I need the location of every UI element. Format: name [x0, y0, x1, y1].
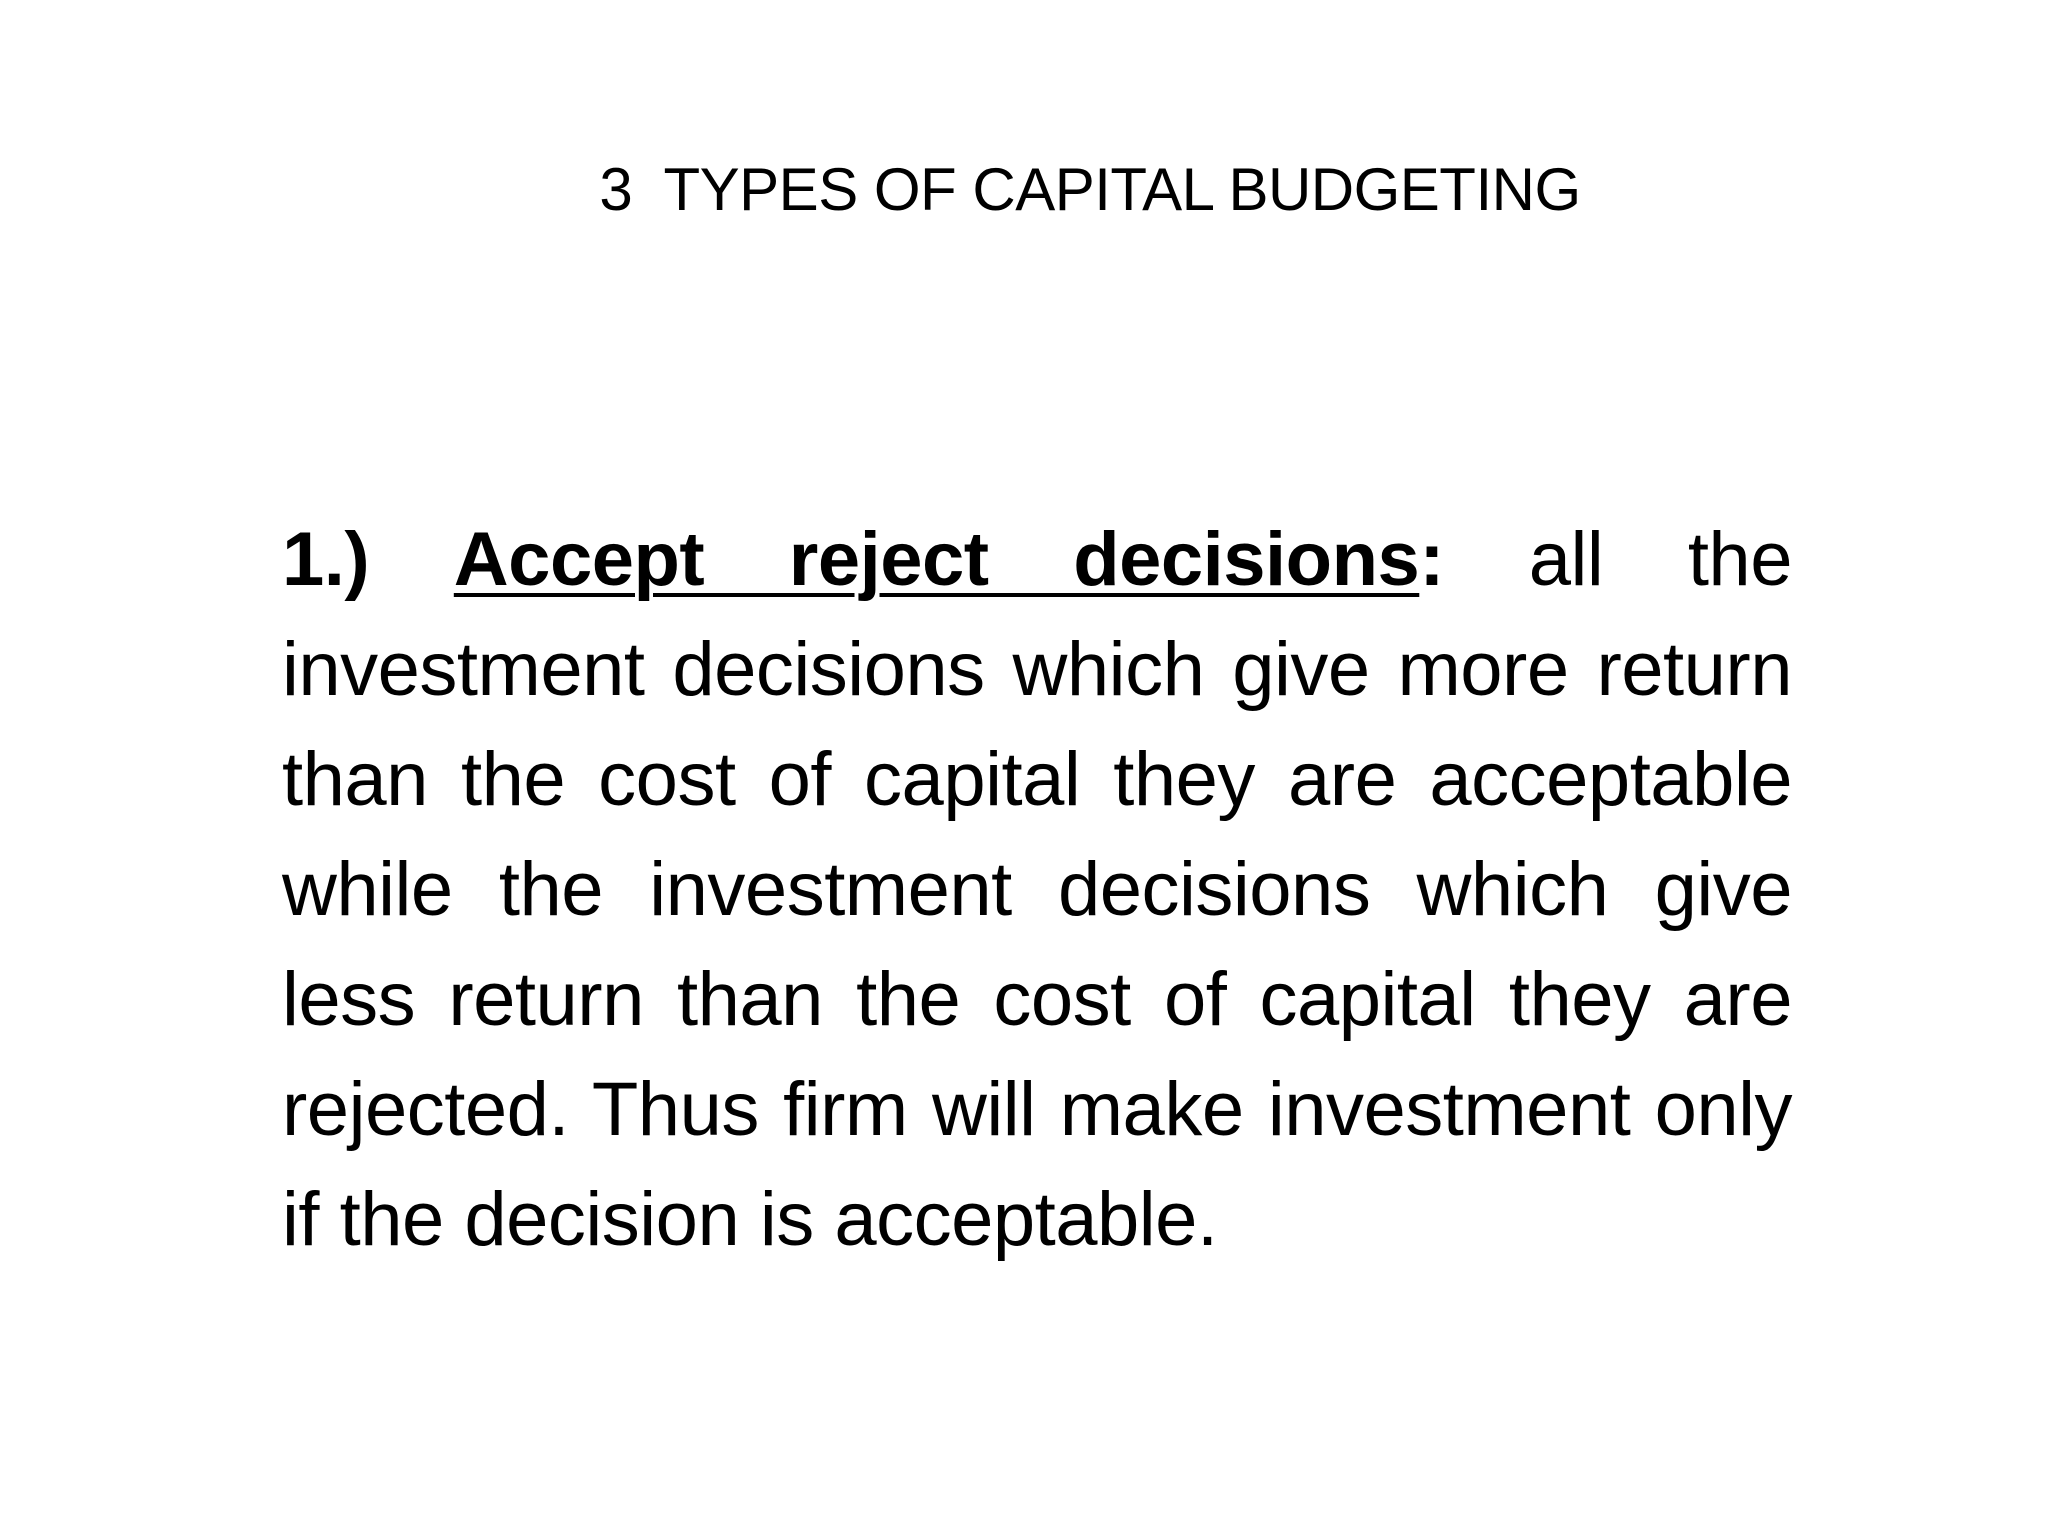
- point-colon: :: [1419, 517, 1445, 602]
- slide-title: [0, 150, 2048, 230]
- point-heading: Accept reject decisions: [453, 517, 1420, 602]
- slide-title-text: 3 TYPES OF CAPITAL BUDGETING: [599, 156, 1581, 223]
- point-paragraph: [282, 505, 1792, 1275]
- point-number: 1.): [282, 517, 370, 602]
- point-text: all the investment decisions which give more return than the cost of capital they are acceptable while the investment decisions which give less return than the cost of capital they are rejected. Thus firm will make investment only if the decision is acceptable.: [282, 517, 1792, 1262]
